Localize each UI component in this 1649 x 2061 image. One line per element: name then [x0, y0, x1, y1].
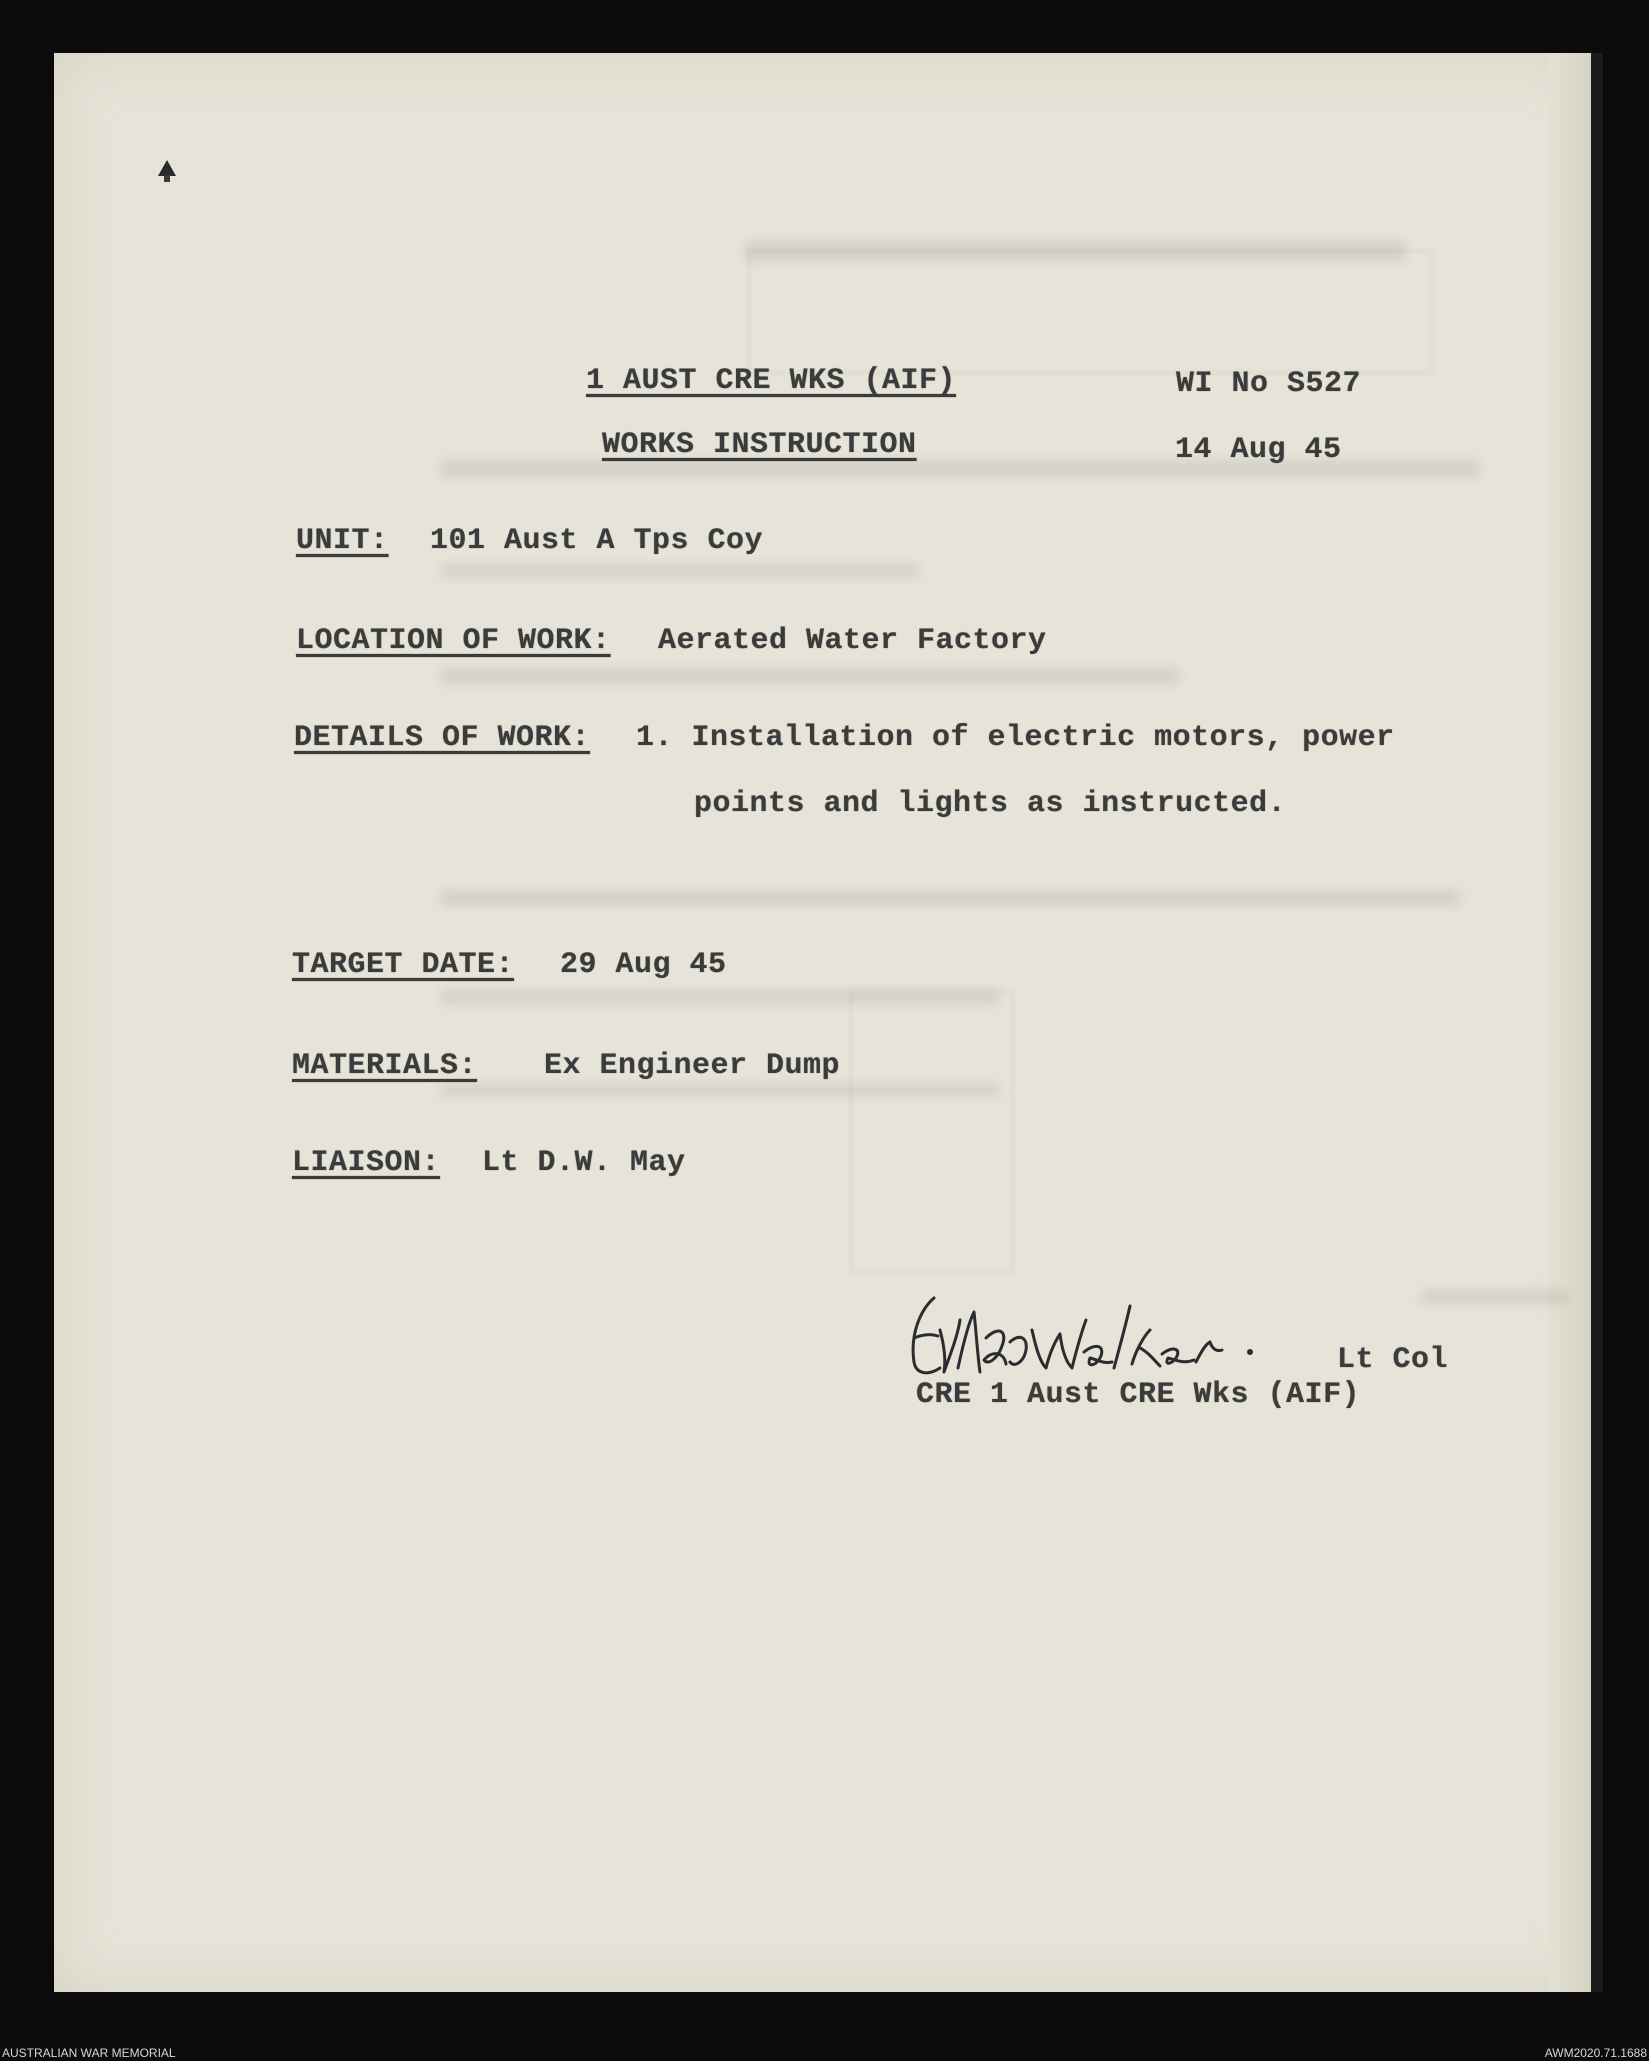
- ghost-mark: [748, 250, 1432, 374]
- footer-item-id: AWM2020.71.1688: [1544, 2046, 1647, 2060]
- document-title: WORKS INSTRUCTION: [602, 428, 917, 462]
- header-unit: 1 AUST CRE WKS (AIF): [586, 364, 957, 398]
- unit-label: UNIT:: [296, 524, 389, 558]
- ghost-mark: [440, 565, 920, 577]
- liaison-label: LIAISON:: [292, 1146, 441, 1180]
- document-date: 14 Aug 45: [1175, 433, 1342, 467]
- punch-hole: [158, 160, 176, 176]
- location-label: LOCATION OF WORK:: [296, 624, 611, 658]
- punch-hole: [164, 175, 170, 182]
- ghost-mark: [850, 990, 1014, 1274]
- materials-value: Ex Engineer Dump: [544, 1049, 841, 1083]
- ghost-mark: [440, 668, 1180, 684]
- materials-label: MATERIALS:: [292, 1049, 478, 1083]
- location-value: Aerated Water Factory: [658, 624, 1047, 658]
- ghost-mark: [1420, 1290, 1570, 1304]
- signature-rank: Lt Col: [1337, 1343, 1449, 1377]
- ghost-mark: [440, 890, 1460, 906]
- details-line-2: points and lights as instructed.: [694, 787, 1287, 821]
- details-label: DETAILS OF WORK:: [294, 721, 591, 755]
- paper-edge: [1549, 53, 1591, 1992]
- footer-archive-name: AUSTRALIAN WAR MEMORIAL: [2, 2046, 176, 2060]
- target-date-label: TARGET DATE:: [292, 948, 515, 982]
- wi-number: WI No S527: [1176, 367, 1362, 401]
- signature-title: CRE 1 Aust CRE Wks (AIF): [916, 1378, 1361, 1412]
- unit-value: 101 Aust A Tps Coy: [430, 524, 764, 558]
- liaison-value: Lt D.W. May: [482, 1146, 686, 1180]
- target-date-value: 29 Aug 45: [560, 948, 727, 982]
- scan-border-strip: [1591, 53, 1603, 1992]
- details-line-1: 1. Installation of electric motors, power: [636, 721, 1395, 755]
